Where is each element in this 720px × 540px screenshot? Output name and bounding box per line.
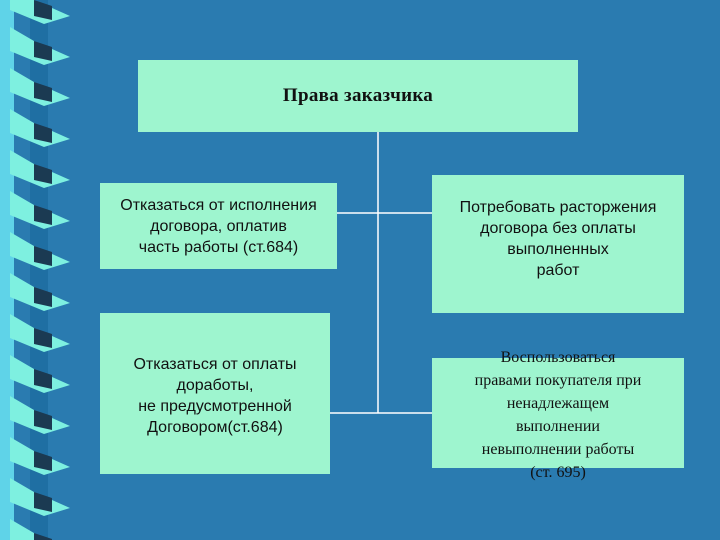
right-box-refuse-payment xyxy=(100,313,330,474)
box-text: Отказаться от исполнения договора, оплатив часть работы (ст.684) xyxy=(120,196,317,256)
box-text: Отказаться от оплаты доработы, не предусмотренной Договором(ст.684) xyxy=(133,356,297,436)
binding-strip xyxy=(0,0,80,540)
box-text: Воспользоваться правами покупателя при ненадлежащем выполнении невыполнении работы (ст. 695) xyxy=(474,349,642,481)
right-box-refuse-execution xyxy=(100,183,337,269)
right-box-demand-termination xyxy=(432,175,684,313)
diagram-title: Права заказчика xyxy=(282,85,434,106)
box-text: Потребовать расторжения договора без оплаты выполненных работ xyxy=(459,199,657,279)
right-box-buyer-rights xyxy=(432,349,684,481)
diagram-title-box xyxy=(138,60,578,132)
